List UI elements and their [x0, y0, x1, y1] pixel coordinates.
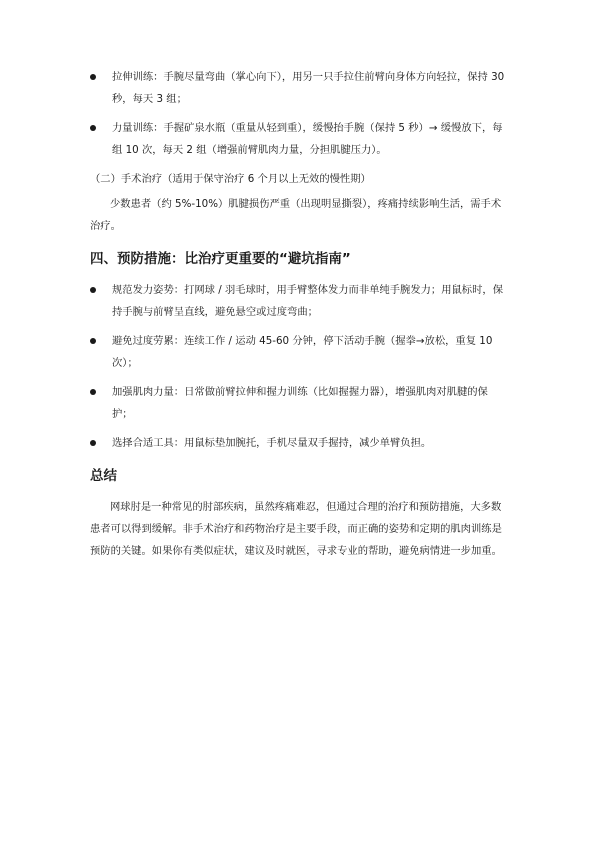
paragraph: 少数患者（约 5%-10%）肌腱损伤严重（出现明显撕裂），疼痛持续影响生活，需手术治疗。	[90, 198, 502, 232]
bullet-dot	[90, 125, 96, 131]
bullet-dot	[90, 389, 96, 395]
list-item	[90, 66, 505, 110]
list-item	[90, 381, 505, 425]
list-item-text: 力量训练：手握矿泉水瓶（重量从轻到重），缓慢抬手腕（保持 5 秒）→ 缓慢放下，每组 10 次，每天 2 组（增强前臂肌肉力量，分担肌腱压力）。	[112, 122, 503, 156]
list-item	[90, 117, 505, 161]
list-item	[90, 432, 505, 454]
bullet-dot	[90, 338, 96, 344]
bullet-dot	[90, 74, 96, 80]
list-item-text: 加强肌肉力量：日常做前臂拉伸和握力训练（比如握握力器），增强肌肉对肌腱的保护；	[112, 386, 488, 420]
bullet-dot	[90, 440, 96, 446]
section-heading: 四、预防措施：比治疗更重要的“避坑指南”	[90, 251, 351, 267]
list-item	[90, 279, 505, 323]
summary-heading: 总结	[90, 468, 117, 484]
list-item-text: 拉伸训练：手腕尽量弯曲（掌心向下），用另一只手拉住前臂向身体方向轻拉，保持 30 秒，每天 3 组；	[112, 71, 505, 105]
subsection-heading: （二）手术治疗（适用于保守治疗 6 个月以上无效的慢性期）	[90, 173, 371, 185]
list-item-text: 避免过度劳累：连续工作 / 运动 45-60 分钟，停下活动手腕（握拳→放松，重复 10 次）；	[112, 335, 493, 369]
bullet-dot	[90, 287, 96, 293]
list-item	[90, 330, 505, 374]
summary-paragraph: 网球肘是一种常见的肘部疾病，虽然疼痛难忍，但通过合理的治疗和预防措施，大多数患者可以得到缓解。非手术治疗和药物治疗是主要手段，而正确的姿势和定期的肌肉训练是预防的关键。如果你有类似症状，建议及时就医，寻求专业的帮助，避免病情进一步加重。	[90, 501, 502, 557]
list-item-text: 选择合适工具：用鼠标垫加腕托，手机尽量双手握持，减少单臂负担。	[112, 437, 432, 449]
list-item-text: 规范发力姿势：打网球 / 羽毛球时，用手臂整体发力而非单纯手腕发力；用鼠标时，保持手腕与前臂呈直线，避免悬空或过度弯曲；	[112, 284, 503, 318]
